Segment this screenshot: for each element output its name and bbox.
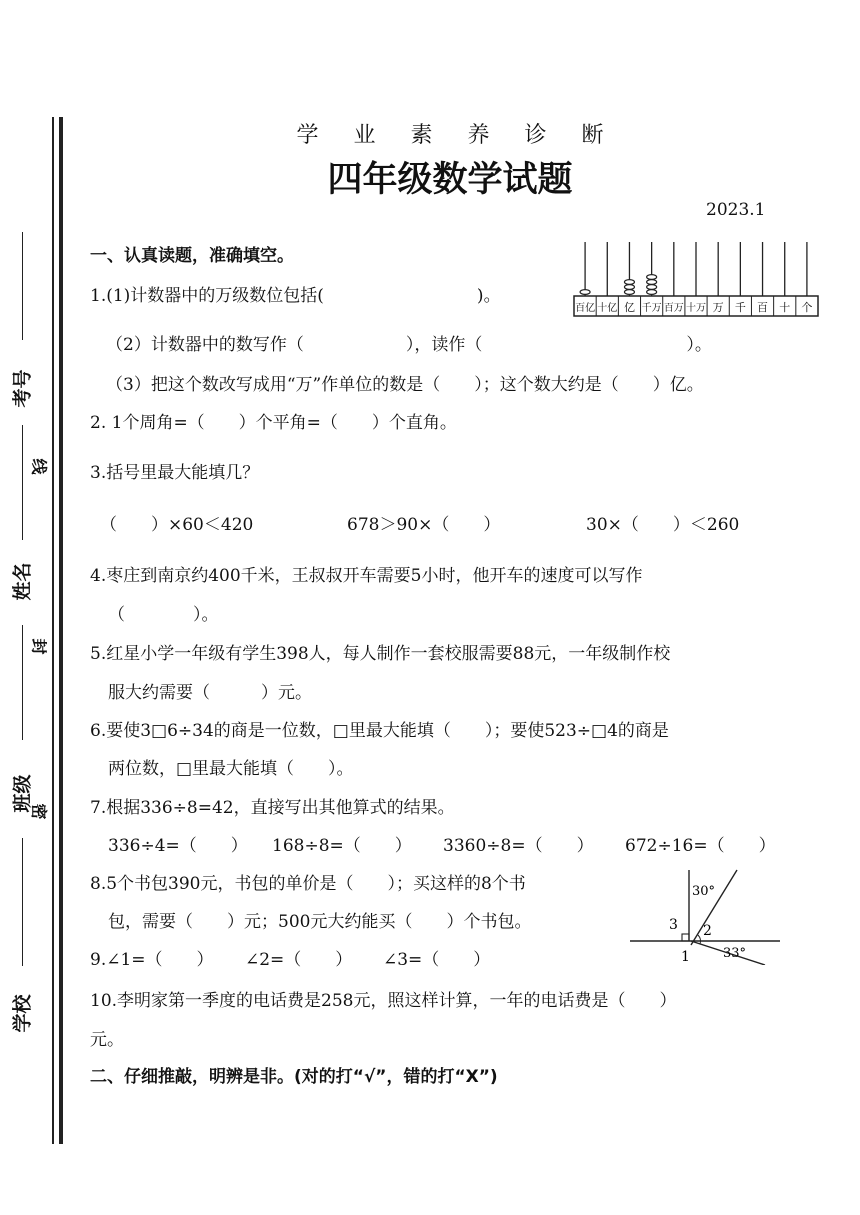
counter-svg xyxy=(572,240,822,320)
question-8-line2: 包，需要（ ）元；500元大约能买（ ）个书包。 xyxy=(108,912,532,932)
seal-mark-line: 线 xyxy=(29,458,49,475)
question-10-line1: 10.李明家第一季度的电话费是258元，照这样计算，一年的电话费是（ ） xyxy=(90,991,677,1011)
field-school: 学校 xyxy=(11,994,34,1033)
counter-bead xyxy=(647,280,657,285)
counter-figure xyxy=(572,240,822,320)
question-2: 2. 1个周角=（ ）个平角=（ ）个直角。 xyxy=(90,413,457,433)
question-7a: 336÷4=（ ） xyxy=(108,836,248,856)
angle-label-1: 1 xyxy=(681,949,690,965)
angle-svg xyxy=(625,865,785,965)
counter-place-label: 千万 xyxy=(641,303,662,314)
seal-mark-seal: 封 xyxy=(29,638,49,655)
angle-label-2: 2 xyxy=(703,923,712,939)
angle-label-30: 30° xyxy=(692,884,716,899)
angle-figure xyxy=(625,865,785,965)
exam-date: 2023.1 xyxy=(706,200,766,220)
question-3b: 678＞90×（ ） xyxy=(347,515,501,535)
counter-bead xyxy=(580,290,590,295)
question-1-2: （2）计数器中的数写作（ ），读作（ ）。 xyxy=(106,335,712,355)
counter-bead xyxy=(624,285,634,290)
question-5-line2: 服大约需要（ ）元。 xyxy=(108,683,312,703)
counter-place-label: 万 xyxy=(712,301,724,314)
counter-bead xyxy=(624,290,634,295)
field-exam-number: 考号 xyxy=(11,369,34,408)
counter-bead xyxy=(624,280,634,285)
counter-place-label: 百 xyxy=(757,301,769,314)
question-7d: 672÷16=（ ） xyxy=(625,836,776,856)
angle-label-33: 33° xyxy=(723,946,747,961)
question-3: 3.括号里最大能填几？ xyxy=(90,463,260,483)
counter-place-label: 十 xyxy=(779,301,791,314)
question-3a: （ ）×60＜420 xyxy=(100,515,254,535)
question-1-3: （3）把这个数改写成用“万”作单位的数是（ ）；这个数大约是（ ）亿。 xyxy=(106,375,704,395)
question-9c: ∠3=（ ） xyxy=(383,950,491,970)
angle-label-3: 3 xyxy=(669,917,678,933)
counter-place-label: 百万 xyxy=(663,303,684,314)
question-7: 7.根据336÷8=42，直接写出其他算式的结果。 xyxy=(90,798,455,818)
field-name: 姓名 xyxy=(11,562,34,601)
section2-heading: 二、仔细推敲，明辨是非。(对的打“√”，错的打“X”) xyxy=(90,1067,498,1087)
question-10-line2: 元。 xyxy=(90,1030,124,1050)
question-9b: ∠2=（ ） xyxy=(245,950,353,970)
seal-mark-secret: 密 xyxy=(29,803,49,820)
counter-place-label: 十万 xyxy=(686,303,706,314)
section1-heading: 一、认真读题，准确填空。 xyxy=(90,246,294,266)
question-4-line1: 4.枣庄到南京约400千米，王叔叔开车需要5小时，他开车的速度可以写作 xyxy=(90,566,643,586)
counter-place-label: 亿 xyxy=(623,301,635,314)
question-6-line2: 两位数，□里最大能填（ ）。 xyxy=(108,759,354,779)
counter-place-label: 千 xyxy=(734,301,746,314)
question-6-line1: 6.要使3□6÷34的商是一位数，□里最大能填（ ）；要使523÷□4的商是 xyxy=(90,721,669,741)
counter-place-label: 个 xyxy=(801,301,813,314)
field-class: 班级 xyxy=(11,774,34,813)
question-9a: 9.∠1=（ ） xyxy=(90,950,214,970)
question-7c: 3360÷8=（ ） xyxy=(443,836,594,856)
counter-bead xyxy=(647,290,657,295)
counter-place-label: 十亿 xyxy=(597,303,618,314)
exam-subtitle: 学 业 素 养 诊 断 xyxy=(296,123,604,148)
exam-title: 四年级数学试题 xyxy=(327,160,573,200)
question-8-line1: 8.5个书包390元，书包的单价是（ ）；买这样的8个书 xyxy=(90,874,526,894)
question-5-line1: 5.红星小学一年级有学生398人，每人制作一套校服需要88元，一年级制作校 xyxy=(90,644,671,664)
question-7b: 168÷8=（ ） xyxy=(272,836,412,856)
counter-bead xyxy=(647,275,657,280)
question-1-1: 1.(1)计数器中的万级数位包括( )。 xyxy=(90,286,501,306)
question-4-line2: （ ）。 xyxy=(108,605,219,625)
counter-bead xyxy=(647,285,657,290)
question-3c: 30×（ ）＜260 xyxy=(586,515,740,535)
counter-place-label: 百亿 xyxy=(575,303,596,314)
